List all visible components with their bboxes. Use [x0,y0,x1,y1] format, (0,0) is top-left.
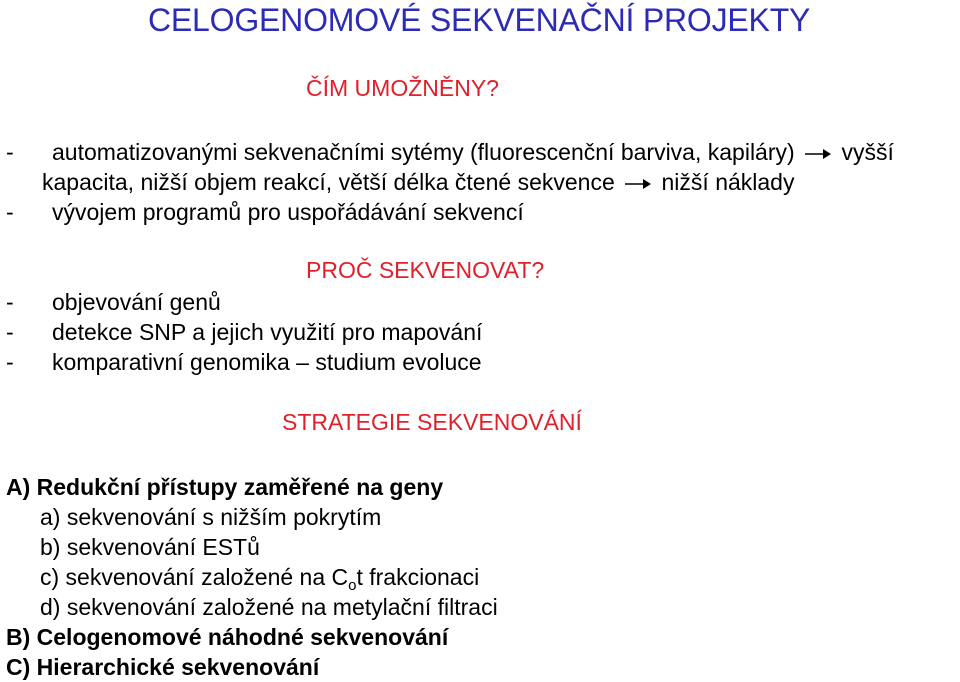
list-item [6,347,906,377]
item-text: nižší náklady [661,169,795,195]
item-text: vyšší [841,139,894,165]
heading-proc-sekvenovat: PROČ SEKVENOVAT? [306,257,545,283]
item-text: detekce SNP a jejich využití pro mapování [52,319,483,345]
strategy-c-label: C) Hierarchické sekvenování [6,654,320,680]
item-text: objevování genů [52,289,221,315]
heading-strategie-sekvenovani: STRATEGIE SEKVENOVÁNÍ [282,409,582,435]
item-text: komparativní genomika – studium evoluce [52,349,482,375]
subscript: o [348,577,357,594]
list-item [6,287,906,317]
item-text: kapacita, nižší objem reakcí, větší délka čtené sekvence [42,169,615,195]
bullet-dash: - [6,139,14,165]
right-arrow-icon [623,177,653,191]
strategy-b-label: B) Celogenomové náhodné sekvenování [6,624,449,650]
bullet-dash: - [6,199,14,225]
bullet-dash: - [6,319,14,345]
bullet-dash: - [6,349,14,375]
strategy-a-item: b) sekvenování ESTů [40,534,260,560]
strategy-a-item: d) sekvenování založené na metylační filtraci [40,594,498,620]
list-item [6,317,906,347]
item-text: c) sekvenování založené na C [40,564,349,590]
bullet-dash: - [6,289,14,315]
page-title: CELOGENOMOVÉ SEKVENAČNÍ PROJEKTY [148,2,811,38]
item-text: automatizovanými sekvenačními sytémy (fluorescenční barviva, kapiláry) [52,139,795,165]
item-text: vývojem programů pro uspořádávání sekvencí [52,199,524,225]
list-item [6,137,956,199]
strategy-a-item: a) sekvenování s nižším pokrytím [40,504,382,530]
right-arrow-icon [803,147,833,161]
item-line [42,167,794,197]
strategy-a-item [40,562,479,592]
item-text: t frakcionaci [356,564,480,590]
heading-cim-umozneny: ČÍM UMOŽNĚNY? [306,75,499,101]
strategy-a-label: A) Redukční přístupy zaměřené na geny [6,474,444,500]
list-item [6,197,906,227]
item-line [52,137,894,167]
